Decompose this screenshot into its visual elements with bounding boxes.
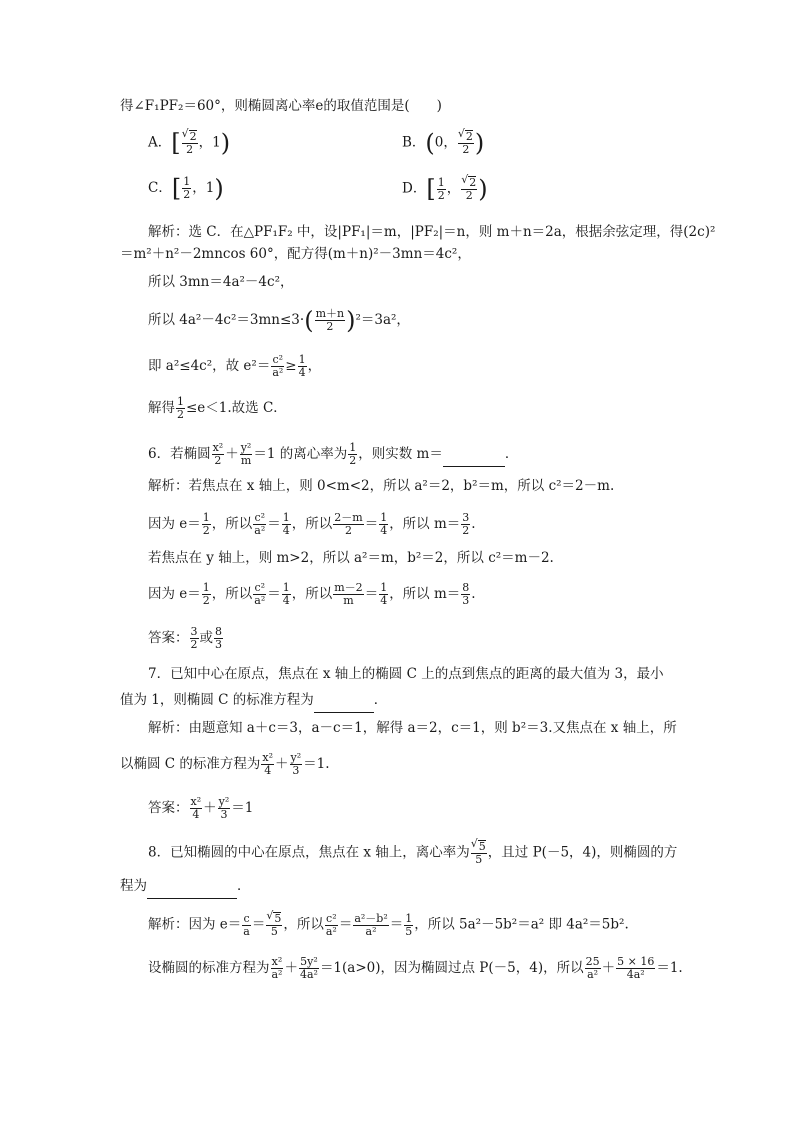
q5-stem-tail: 得∠F₁PF₂＝60°，则椭圆离心率e的取值范围是( ) — [120, 98, 442, 114]
fraction: $\frac{1}{4}$ — [282, 511, 290, 537]
fraction: $\frac{1}{2}$ — [183, 175, 191, 201]
fraction: $\frac{2-m}{2}$ — [334, 511, 363, 537]
q5-solution-line-3: 所以 3mn＝4a²－4c²， — [148, 274, 294, 290]
q5-solution-line-2: ＝m²＋n²－2mncos 60°，配方得(m＋n)²－3mn＝4c²， — [120, 246, 471, 262]
q8-stem-line-2: 程为 ． — [120, 876, 251, 899]
fraction: √ $\frac{2}{2}$ — [182, 130, 198, 156]
q5-solution-line-5: 即 a²≤4c²，故 e²＝ $\frac{\text{c²}}{\text{a²}}$ ≥ $\frac{1}{4}$ ， — [148, 353, 322, 379]
answer-blank[interactable] — [443, 446, 505, 467]
fraction: $\frac{\text{x²}}{2}$ — [212, 441, 224, 467]
fraction: $\frac{1}{4}$ — [380, 581, 388, 607]
q6-answer: 答案： $\frac{3}{2}$ 或 $\frac{8}{3}$ — [148, 625, 222, 651]
q5-option-d[interactable]: D．[ $\frac{1}{2}$ ， √ $\frac{2}{2}$ ) — [402, 176, 488, 202]
fraction: $\frac{\text{x²}}{4}$ — [262, 751, 274, 777]
q5-solution-line-4: 所以 4a²－4c²＝3mn≤3·( $\frac{m+n}{2}$ )²＝3a²， — [148, 306, 410, 335]
fraction: $\frac{1}{4}$ — [282, 581, 290, 607]
fraction: √ $\frac{5}{5}$ — [471, 840, 487, 866]
fraction: $\frac{\text{x²}}{4}$ — [190, 795, 202, 821]
q5-solution-line-6: 解得 $\frac{1}{2}$ ≤e＜1.故选 C． — [148, 395, 287, 421]
q7-stem-line-2: 值为 1，则椭圆 C 的标准方程为 ． — [120, 690, 387, 713]
fraction: $\frac{1}{5}$ — [405, 911, 413, 938]
fraction: $\frac{m-2}{m}$ — [334, 581, 363, 607]
fraction: $\frac{\text{c²}}{\text{a²}}$ — [325, 911, 337, 938]
fraction: $\frac{1}{2}$ — [202, 511, 210, 537]
fraction: $\frac{\text{c²}}{\text{a²}}$ — [272, 353, 284, 379]
fraction: $\frac{1}{2}$ — [437, 175, 445, 202]
q6-solution-line-3: 若焦点在 y 轴上，则 m>2，所以 a²＝m，b²＝2，所以 c²＝m－2. — [148, 550, 554, 566]
fraction: $\frac{\text{5y²}}{\text{4a²}}$ — [299, 955, 318, 981]
q8-solution-line-1: 解析：因为 e＝ $\frac{c}{a}$ ＝ √ $\frac{5}{5}$ ，所以 $\frac{\text{c²}}{\text{a²}}$ ＝ $\frac{\text{a²－b²}}{\text{a²}}$ ＝ $\frac{1}{5}$ ，所以 5a²－5b²＝a² 即 4a²＝5b². — [148, 912, 629, 938]
answer-blank[interactable] — [314, 692, 374, 713]
fraction: $\frac{1}{2}$ — [349, 441, 357, 467]
fraction: $\frac{\text{y²}}{3}$ — [290, 751, 302, 777]
fraction: $\frac{\text{c²}}{\text{a²}}$ — [254, 581, 266, 607]
q6-solution-line-4: 因为 e＝ $\frac{1}{2}$ ，所以 $\frac{\text{c²}}{\text{a²}}$ ＝ $\frac{1}{4}$ ，所以 $\frac{m-2}{m}$ ＝ $\frac{1}{4}$ ，所以 m＝ $\frac{8}{3}$ . — [148, 581, 476, 607]
fraction: $\frac{\text{y²}}{m}$ — [240, 441, 252, 467]
fraction: $\frac{3}{2}$ — [462, 511, 470, 537]
q6-stem: 6．若椭圆 $\frac{\text{x²}}{2}$ ＋ $\frac{\text{y²}}{m}$ ＝1 的离心率为 $\frac{1}{2}$ ，则实数 m＝ ． — [148, 441, 519, 467]
answer-blank[interactable] — [147, 878, 237, 899]
fraction: $\frac{3}{2}$ — [190, 625, 198, 651]
fraction: $\frac{\text{c²}}{\text{a²}}$ — [254, 511, 266, 537]
q8-solution-line-2: 设椭圆的标准方程为 $\frac{\text{x²}}{\text{a²}}$ ＋ $\frac{\text{5y²}}{\text{4a²}}$ ＝1(a>0)，因为椭圆过点 P(－5，4)，所以 $\frac{25}{\text{a²}}$ ＋ $\frac{5 \times 16}{\text{4a²}}$ ＝1. — [148, 955, 683, 981]
fraction: $\frac{5 \times 16}{\text{4a²}}$ — [617, 955, 655, 981]
fraction: $\frac{1}{2}$ — [177, 395, 184, 421]
fraction: √ $\frac{5}{5}$ — [266, 912, 282, 938]
q6-solution-line-2: 因为 e＝ $\frac{1}{2}$ ，所以 $\frac{\text{c²}}{\text{a²}}$ ＝ $\frac{1}{4}$ ，所以 $\frac{2-m}{2}$ ＝ $\frac{1}{4}$ ，所以 m＝ $\frac{3}{2}$ . — [148, 511, 476, 537]
q7-solution-line-1: 解析：由题意知 a＋c＝3，a－c＝1，解得 a＝2，c＝1，则 b²＝3.又焦点在 x 轴上，所 — [148, 720, 677, 736]
q5-option-a[interactable]: A．[ √ $\frac{2}{2}$ ，1) — [148, 130, 230, 156]
fraction: $\frac{m+n}{2}$ — [315, 307, 345, 333]
q6-solution-line-1: 解析：若焦点在 x 轴上，则 0<m<2，所以 a²＝2，b²＝m，所以 c²＝2－m. — [148, 478, 615, 494]
fraction: $\frac{1}{4}$ — [298, 353, 306, 379]
fraction: $\frac{8}{3}$ — [462, 581, 470, 607]
q7-solution-line-2: 以椭圆 C 的标准方程为 $\frac{\text{x²}}{4}$ ＋ $\frac{\text{y²}}{3}$ ＝1. — [120, 751, 330, 777]
fraction: √ $\frac{2}{2}$ — [461, 176, 477, 202]
q5-solution-line-1: 解析：选 C．在△PF₁F₂ 中，设|PF₁|＝m，|PF₂|＝n，则 m＋n＝2a，根据余弦定理，得(2c)² — [148, 224, 716, 240]
fraction: $\frac{c}{a}$ — [243, 911, 250, 938]
q8-stem-line-1: 8．已知椭圆的中心在原点，焦点在 x 轴上，离心率为 √ $\frac{5}{5}$ ，且过 P(－5，4)，则椭圆的方 — [148, 840, 677, 866]
fraction: $\frac{1}{4}$ — [380, 511, 388, 537]
fraction: √ $\frac{2}{2}$ — [458, 130, 474, 156]
fraction: $\frac{8}{3}$ — [215, 625, 222, 651]
q7-answer: 答案： $\frac{\text{x²}}{4}$ ＋ $\frac{\text{y²}}{3}$ ＝1 — [148, 795, 254, 821]
q5-option-c[interactable]: C．[ $\frac{1}{2}$ ，1) — [148, 174, 224, 203]
fraction: $\frac{\text{x²}}{\text{a²}}$ — [271, 955, 283, 981]
fraction: $\frac{\text{a²－b²}}{\text{a²}}$ — [354, 911, 388, 938]
fraction: $\frac{1}{2}$ — [202, 581, 210, 607]
fraction: $\frac{25}{\text{a²}}$ — [585, 955, 600, 981]
q5-option-b[interactable]: B．(0， √ $\frac{2}{2}$ ) — [402, 130, 484, 156]
q7-stem-line-1: 7．已知中心在原点，焦点在 x 轴上的椭圆 C 上的点到焦点的距离的最大值为 3，最小 — [148, 666, 664, 682]
fraction: $\frac{\text{y²}}{3}$ — [218, 795, 230, 821]
